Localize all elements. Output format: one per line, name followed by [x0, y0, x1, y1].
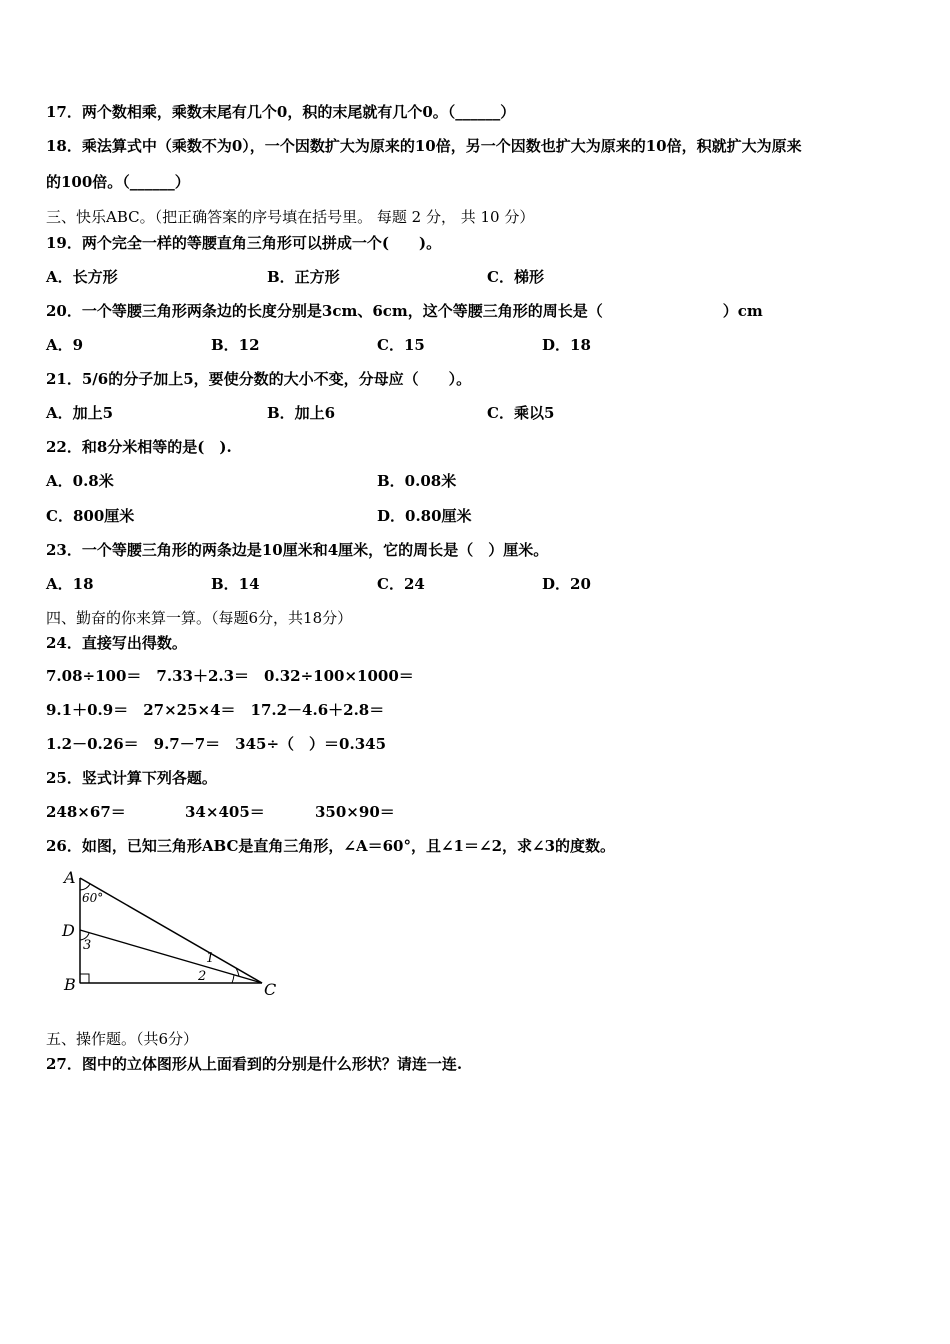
label-d: D	[62, 921, 75, 940]
q20-option-b: B．12	[211, 336, 260, 354]
q23-option-d: D．20	[542, 575, 591, 593]
q23-option-b: B．14	[211, 575, 260, 593]
q22-option-a: A．0.8米	[46, 472, 114, 490]
q25-item-3: 350×90＝	[315, 803, 395, 821]
q25-item-2: 34×405＝	[185, 803, 265, 821]
q20-option-d: D．18	[542, 336, 591, 354]
angle-a-arc	[80, 884, 90, 890]
question-20: 20．一个等腰三角形两条边的长度分别是3cm、6cm，这个等腰三角形的周长是（ ）cm	[46, 302, 763, 320]
q21-option-b: B．加上6	[267, 404, 336, 422]
question-19: 19．两个完全一样的等腰直角三角形可以拼成一个( )。	[46, 234, 442, 252]
q22-option-c: C．800厘米	[46, 507, 135, 525]
angle-a-value: 60°	[82, 891, 104, 905]
section-4-heading: 四、勤奋的你来算一算。（每题6分，共18分）	[46, 609, 353, 627]
q25-item-1: 248×67＝	[46, 803, 126, 821]
label-b: B	[64, 975, 76, 994]
q22-option-b: B．0.08米	[377, 472, 457, 490]
angle-2-arc	[232, 975, 234, 983]
label-a: A	[64, 868, 76, 887]
question-22: 22．和8分米相等的是( ).	[46, 438, 232, 456]
question-18-line1: 18．乘法算式中（乘数不为0），一个因数扩大为原来的10倍，另一个因数也扩大为原来的10倍，积就扩大为原来	[46, 137, 802, 155]
q19-option-a: A．长方形	[46, 268, 118, 286]
q19-option-b: B．正方形	[267, 268, 340, 286]
label-c: C	[264, 980, 277, 999]
question-23: 23．一个等腰三角形的两条边是10厘米和4厘米，它的周长是（ ）厘米。	[46, 541, 549, 559]
question-26: 26．如图，已知三角形ABC是直角三角形，∠A＝60°，且∠1＝∠2，求∠3的度数。	[46, 837, 616, 855]
q24-row-1: 7.08÷100＝ 7.33＋2.3＝ 0.32÷100×1000＝	[46, 667, 414, 685]
angle-1-label: 1	[206, 951, 215, 966]
section-5-heading: 五、操作题。（共6分）	[46, 1030, 199, 1048]
q23-option-a: A．18	[46, 575, 94, 593]
question-17: 17．两个数相乘，乘数末尾有几个0，积的末尾就有几个0。（______）	[46, 103, 516, 121]
angle-2-label: 2	[198, 969, 207, 984]
q23-option-c: C．24	[377, 575, 425, 593]
question-25: 25．竖式计算下列各题。	[46, 769, 217, 787]
q21-option-a: A．加上5	[46, 404, 114, 422]
segment-dc	[80, 930, 262, 983]
right-angle-mark	[80, 974, 89, 983]
q24-row-3: 1.2－0.26＝ 9.7－7＝ 345÷（ ）＝0.345	[46, 735, 387, 753]
q21-option-c: C．乘以5	[487, 404, 555, 422]
question-24: 24．直接写出得数。	[46, 634, 187, 652]
q22-option-d: D．0.80厘米	[377, 507, 472, 525]
q20-option-c: C．15	[377, 336, 425, 354]
q19-option-c: C．梯形	[487, 268, 544, 286]
question-27: 27．图中的立体图形从上面看到的分别是什么形状？请连一连.	[46, 1055, 463, 1073]
angle-3-label: 3	[83, 938, 92, 953]
question-18-line2: 的100倍。（______）	[46, 173, 190, 191]
section-3-heading: 三、快乐ABC。（把正确答案的序号填在括号里。 每题 2 分， 共 10 分）	[46, 208, 535, 226]
q24-row-2: 9.1＋0.9＝ 27×25×4＝ 17.2－4.6＋2.8＝	[46, 701, 385, 719]
q20-option-a: A．9	[46, 336, 84, 354]
side-ac	[80, 878, 262, 983]
question-21: 21．5/6的分子加上5，要使分数的大小不变，分母应（ ）。	[46, 370, 472, 388]
triangle-figure	[58, 864, 288, 1004]
